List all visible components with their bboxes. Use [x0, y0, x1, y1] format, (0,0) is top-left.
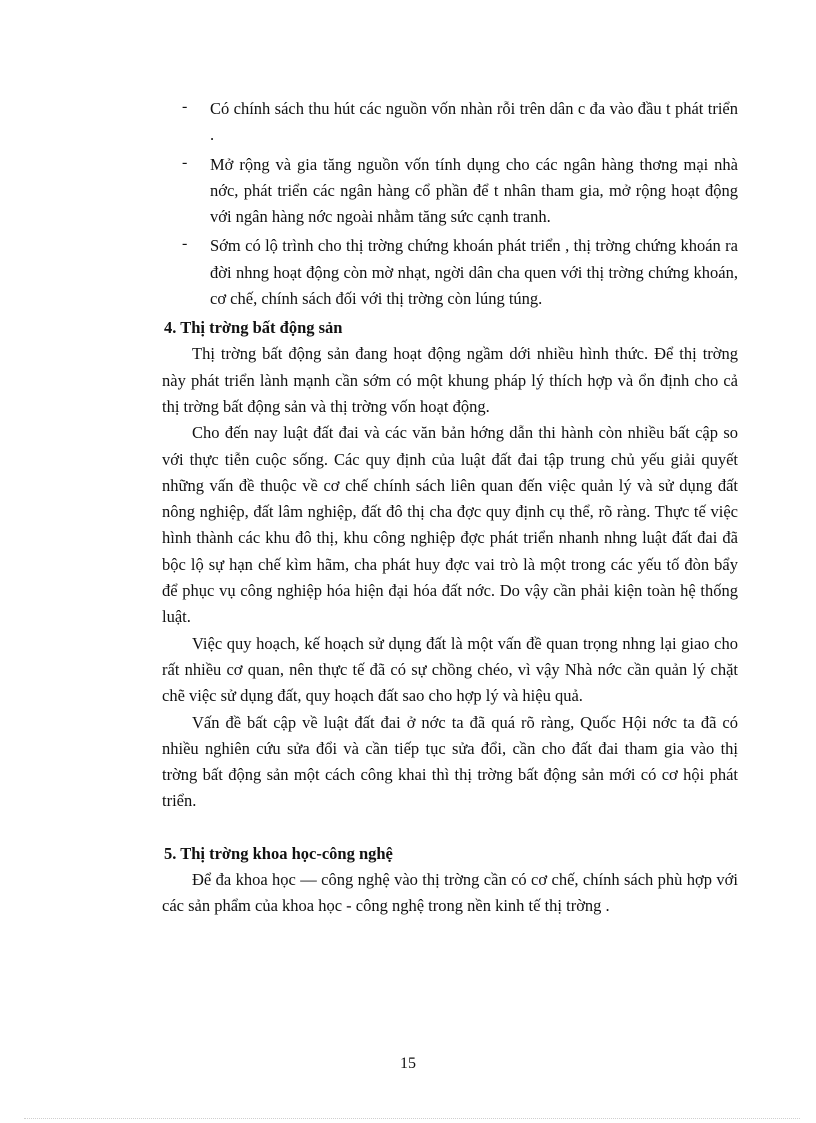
- section-4-paragraph: Cho đến nay luật đất đai và các văn bản hớng dẫn thi hành còn nhiều bất cập so với thực tiễn cuộc sống. Các quy định của luật đất đai tập trung chủ yếu giải quyết những vấn đề thuộc về cơ chế chính sách liên quan đến việc quản lý và sử dụng đất nông nghiệp, đất lâm nghiệp, đất đô thị cha đợc quy định cụ thể, rõ ràng. Thực tế việc hình thành các khu đô thị, khu công nghiệp đợc phát triển nhanh nhng luật đất đai đã bộc lộ sự hạn chế kìm hãm, cha phát huy đợc vai trò là một trong các yếu tố đòn bẩy để phục vụ công nghiệp hóa hiện đại hóa đất nớc. Do vậy cần phải kiện toàn hệ thống luật.: [162, 423, 738, 627]
- section-spacer: [162, 815, 738, 841]
- page-bottom-divider: [24, 1118, 800, 1119]
- bullet-dash: -: [182, 98, 188, 115]
- section-4-heading: 4. Thị trờng bất động sản: [164, 318, 343, 338]
- bullet-item: [162, 152, 738, 231]
- section-4-paragraph: Việc quy hoạch, kế hoạch sử dụng đất là một vấn đề quan trọng nhng lại giao cho rất nhiều cơ quan, nên thực tế đã có sự chồng chéo, vì vậy Nhà nớc cần quản lý chặt chẽ việc sử dụng đất, quy hoạch đất sao cho hợp lý và hiệu quả.: [162, 633, 738, 706]
- bullet-text: Có chính sách thu hút các nguồn vốn nhàn rỗi trên dân c đa vào đầu t phát triển .: [210, 99, 738, 145]
- page-content: [162, 96, 738, 919]
- section-4-paragraph: Thị trờng bất động sản đang hoạt động ngầm dới nhiều hình thức. Để thị trờng này phát triển lành mạnh cần sớm có một khung pháp lý thích hợp và ổn định cho cả thị trờng bất động sản và thị trờng vốn hoạt động.: [162, 344, 738, 416]
- section-5-heading: 5. Thị trờng khoa học-công nghệ: [164, 843, 393, 863]
- page-number: 15: [400, 1055, 416, 1072]
- bullet-dash: -: [182, 153, 188, 171]
- bullet-item: [162, 233, 738, 312]
- bullet-item: [162, 96, 738, 149]
- bullet-dash: -: [182, 235, 188, 253]
- section-5-paragraph: Để đa khoa học — công nghệ vào thị trờng cần có cơ chế, chính sách phù hợp với các sản phẩm của khoa học - công nghệ trong nền kinh tế thị trờng .: [162, 869, 738, 916]
- bullet-text: Sớm có lộ trình cho thị trờng chứng khoán phát triển , thị trờng chứng khoán ra đời nhng hoạt động còn mờ nhạt, ngời dân cha quen với thị trờng chứng khoán, cơ chế, chính sách đối với thị trờng còn lúng túng.: [210, 236, 738, 309]
- section-4-paragraph: Vấn đề bất cập về luật đất đai ở nớc ta đã quá rõ ràng, Quốc Hội nớc ta đã có nhiều nghiên cứu sửa đổi và cần tiếp tục sửa đổi, cần cho đất đai tham gia vào thị trờng bất động sản một cách công khai thì thị trờng bất động sản mới có cơ hội phát triển.: [162, 712, 738, 811]
- bullet-text: Mở rộng và gia tăng nguồn vốn tính dụng cho các ngân hàng thơng mại nhà nớc, phát triển các ngân hàng cổ phần để t nhân tham gia, mở rộng hoạt động với ngân hàng nớc ngoài nhằm tăng sức cạnh tranh.: [210, 154, 738, 227]
